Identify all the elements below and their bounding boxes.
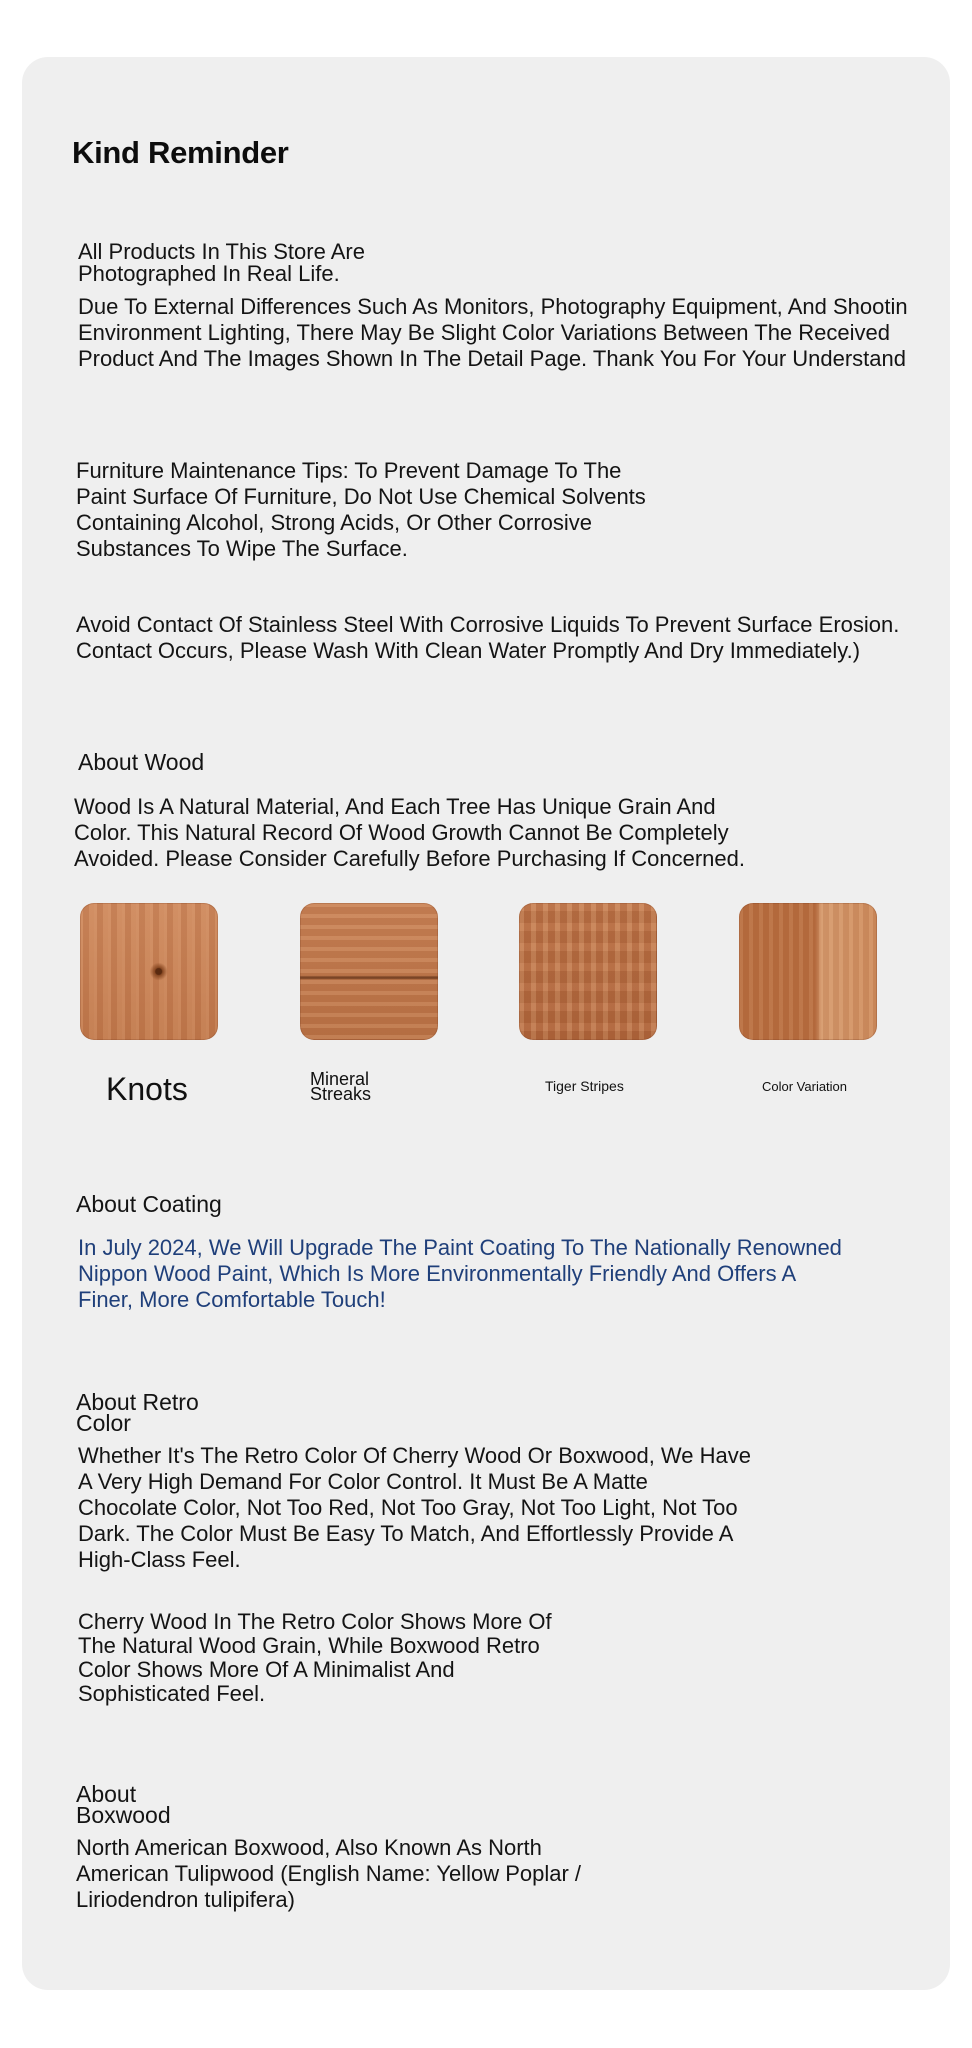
wood-color-variation-swatch [739,903,877,1040]
about-boxwood-body [76,1835,581,1913]
swatch-label-tiger-stripes: Tiger Stripes [545,1078,624,1094]
retro-line-2: The Natural Wood Grain, While Boxwood Retro [78,1633,540,1658]
retro-heading-line: About Retro [76,1389,199,1415]
swatch-label-line: Streaks [310,1084,372,1104]
about-coating-body [78,1235,842,1313]
swatch-label-knots: Knots [106,1071,188,1107]
reminder-line-1: All Products In This Store Are [78,239,365,264]
about-wood-body [74,794,745,872]
wood-knot-swatch [80,903,218,1040]
retro-line: Whether It's The Retro Color Of Cherry Wood Or Boxwood, We Have [78,1443,752,1468]
retro-line: Chocolate Color, Not Too Red, Not Too Gray, Not Too Light, Not Too [78,1495,738,1520]
steel-line: Contact Occurs, Please Wash With Clean Water Promptly And Dry Immediately.) [76,638,861,663]
boxwood-heading-line: About [76,1781,137,1807]
about-wood-heading: About Wood [78,749,205,775]
boxwood-heading-line: Boxwood [76,1802,171,1828]
steel-line: Avoid Contact Of Stainless Steel With Corrosive Liquids To Prevent Surface Erosion. [76,612,900,637]
coating-line: In July 2024, We Will Upgrade The Paint Coating To The Nationally Renowned [78,1235,842,1260]
reminder-body-line: Environment Lighting, There May Be Slight Color Variations Between The Received [78,320,890,345]
retro-line: High-Class Feel. [78,1547,241,1572]
boxwood-line: American Tulipwood (English Name: Yellow Poplar / [76,1861,582,1886]
boxwood-line: Liriodendron tulipifera) [76,1887,295,1912]
about-retro-body-2 [78,1610,552,1706]
maintenance-line: Containing Alcohol, Strong Acids, Or Other Corrosive [76,510,593,535]
swatch-label-mineral-streaks [310,1069,372,1104]
reminder-body-line: Product And The Images Shown In The Detail Page. Thank You For Your Understand [78,346,906,371]
swatch-label-line: Mineral [310,1069,370,1089]
retro-line-2: Color Shows More Of A Minimalist And [78,1657,455,1682]
wood-tiger-stripes-swatch [519,903,657,1040]
retro-line: A Very High Demand For Color Control. It Must Be A Matte [78,1469,648,1494]
steel-warning [76,612,899,664]
wood-mineral-streaks-swatch [300,903,438,1040]
wood-line: Wood Is A Natural Material, And Each Tree Has Unique Grain And [74,794,716,819]
about-retro-body [78,1443,751,1573]
about-retro-heading [76,1389,199,1436]
reminder-intro [78,241,365,285]
reminder-body [78,294,908,372]
maintenance-line: Paint Surface Of Furniture, Do Not Use Chemical Solvents [76,484,646,509]
about-boxwood-heading [76,1781,171,1828]
boxwood-line: North American Boxwood, Also Known As North [76,1835,542,1860]
swatch-label-color-variation: Color Variation [762,1079,848,1094]
about-coating-heading: About Coating [76,1191,222,1217]
reminder-body-line: Due To External Differences Such As Monitors, Photography Equipment, And Shootin [78,294,908,319]
retro-line-2: Cherry Wood In The Retro Color Shows More Of [78,1609,552,1634]
maintenance-tips [76,458,646,562]
info-card [22,57,950,1990]
retro-heading-line: Color [76,1410,131,1436]
wood-line: Color. This Natural Record Of Wood Growth Cannot Be Completely [74,820,729,845]
maintenance-line: Substances To Wipe The Surface. [76,536,408,561]
maintenance-line: Furniture Maintenance Tips: To Prevent Damage To The [76,458,622,483]
page-title: Kind Reminder [72,135,289,170]
coating-line: Nippon Wood Paint, Which Is More Environmentally Friendly And Offers A [78,1261,797,1286]
retro-line: Dark. The Color Must Be Easy To Match, And Effortlessly Provide A [78,1521,734,1546]
retro-line-2: Sophisticated Feel. [78,1681,266,1706]
wood-line: Avoided. Please Consider Carefully Before Purchasing If Concerned. [74,846,745,871]
coating-line: Finer, More Comfortable Touch! [78,1287,386,1312]
reminder-line-2: Photographed In Real Life. [78,261,340,286]
